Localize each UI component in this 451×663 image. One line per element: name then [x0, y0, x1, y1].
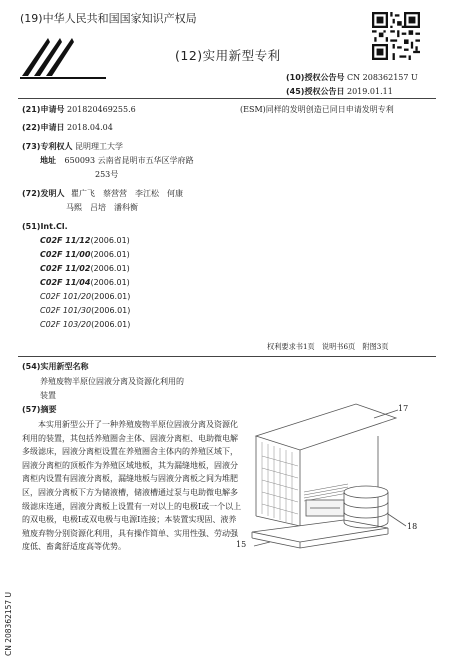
- ipc-entry: [40, 264, 130, 278]
- abstract-label: (57)摘要: [22, 405, 57, 414]
- address-line-2: 253号: [95, 170, 119, 179]
- cnipa-logo: [20, 34, 112, 80]
- address-label: 地址: [40, 156, 56, 165]
- app-date: 2018.04.04: [67, 123, 113, 132]
- ipc-date: (2006.01): [91, 320, 131, 329]
- ipc-date: (2006.01): [91, 292, 131, 301]
- office-name: (19)中华人民共和国国家知识产权局: [20, 12, 197, 25]
- ipc-entry: [40, 278, 130, 292]
- inventors-line-2: 马熙 吕培 潘科衡: [66, 203, 138, 212]
- base-platform: [252, 520, 388, 542]
- ipc-code: C02F 11/12: [40, 236, 91, 245]
- app-date-label: (22)申请日: [22, 123, 65, 132]
- ipc-date: (2006.01): [91, 306, 131, 315]
- qr-code: [372, 12, 420, 60]
- filter-cylinder-top: [344, 486, 388, 498]
- app-no-label: (21)申请号: [22, 105, 65, 114]
- document-type: (12)实用新型专利: [175, 48, 281, 63]
- inventors-line-1: 瞿广飞 蔡营营 李江松 何康: [71, 189, 183, 198]
- ipc-label: (51)Int.Cl.: [22, 222, 68, 231]
- holder-label: (73)专利权人: [22, 142, 73, 151]
- ipc-entry: [40, 320, 130, 334]
- middle-rule: [18, 356, 436, 357]
- ipc-date: (2006.01): [90, 278, 130, 287]
- ipc-date: (2006.01): [90, 236, 130, 245]
- roof-shape: [256, 404, 396, 450]
- utility-title-line-2: 装置: [40, 391, 56, 400]
- pages-info: 权利要求书1页 说明书6页 附图3页: [267, 342, 389, 351]
- slatted-floor: [304, 484, 348, 501]
- ipc-code: C02F 103/20: [40, 320, 92, 329]
- ipc-entry: [40, 236, 130, 250]
- title-section-label: (54)实用新型名称: [22, 362, 89, 371]
- pub-no-label: (10)授权公告号: [286, 73, 345, 82]
- leader-15: [254, 542, 270, 546]
- mesh-wall: [262, 442, 298, 524]
- utility-title-line-1: 养殖废物半原位固液分离及资源化利用的: [40, 377, 184, 386]
- fig-label-18: 18: [407, 522, 418, 531]
- ipc-code: C02F 101/30: [40, 306, 92, 315]
- ipc-code: C02F 101/20: [40, 292, 92, 301]
- abstract-text: 本实用新型公开了一种养殖废物半原位固液分离及资源化利用的装置，其包括养殖圈舍主体、固液分离柜、电助微电解多级滤床，固液分离柜设置在养殖圈舍主体内的养殖区域下，固液分离柜的顶板作为养殖区域地板，其为漏缝地板，固液分离柜内设置有固液分离板，漏缝地板与固液分离板之间为堆肥区，固液分离板下方为储液槽，储液槽通过泵与电助微电解多级滤床连通，固液分离板上设置有一对以上的电极Ⅰ或一个以上的双电极，电极Ⅰ或双电极与电源Ⅰ连接；本装置实现固、液养殖废弃物分别资源化利用，具有操作简单、实用性强、劳动强度低、畜禽舒适度高等优势。: [22, 420, 242, 552]
- ipc-entry: [40, 306, 130, 320]
- fig-label-17: 17: [398, 404, 409, 413]
- pub-date-label: (45)授权公告日: [286, 87, 345, 96]
- ipc-date: (2006.01): [90, 250, 130, 259]
- app-no: 201820469255.6: [67, 105, 136, 114]
- address-line-1: 650093 云南省昆明市五华区学府路: [64, 156, 194, 165]
- ipc-code: C02F 11/02: [40, 264, 91, 273]
- side-code-text: CN 208362157 U: [4, 591, 13, 656]
- ipc-code: C02F 11/04: [40, 278, 91, 287]
- ipc-code: C02F 11/00: [40, 250, 91, 259]
- pub-no: CN 208362157 U: [347, 73, 418, 82]
- ipc-entry: [40, 250, 130, 264]
- pub-date: 2019.01.11: [347, 87, 393, 96]
- esm-note: (ESM)同样的发明创造已同日申请发明专利: [240, 105, 394, 114]
- ipc-list: [40, 236, 130, 334]
- ipc-entry: [40, 292, 130, 306]
- header-rule: [18, 98, 436, 99]
- fig-label-15: 15: [236, 540, 247, 549]
- patent-holder: 昆明理工大学: [75, 142, 123, 151]
- inventors-label: (72)发明人: [22, 189, 65, 198]
- leader-18: [388, 514, 406, 526]
- device-figure: [248, 396, 438, 568]
- ipc-date: (2006.01): [90, 264, 130, 273]
- side-code: [4, 560, 16, 660]
